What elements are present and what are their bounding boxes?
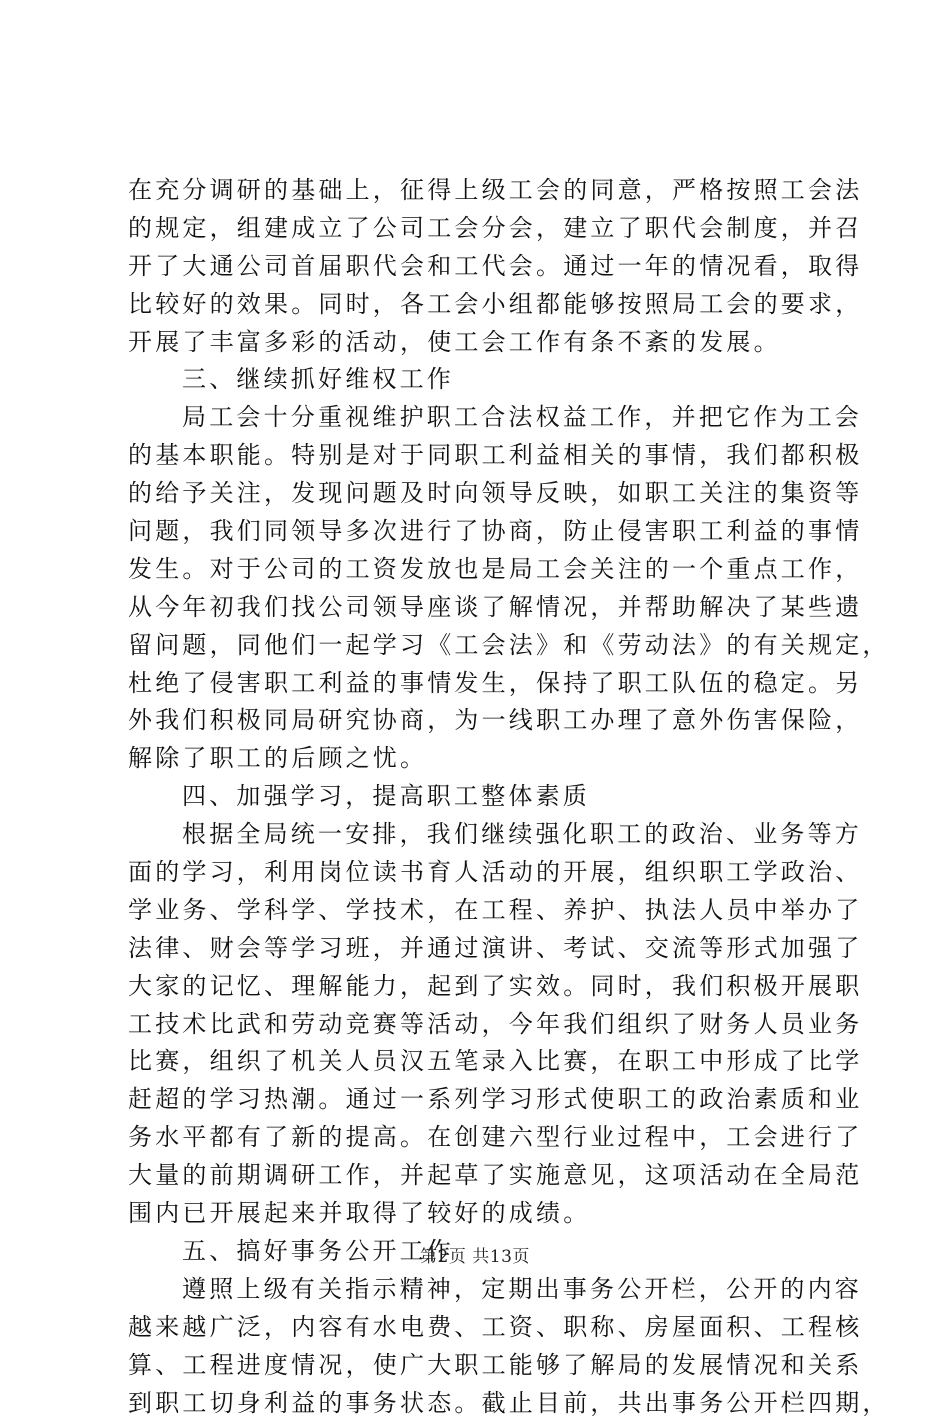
text-line: 务水平都有了新的提高。在创建六型行业过程中，工会进行了 — [128, 1119, 848, 1157]
section-heading: 五、搞好事务公开工作 — [128, 1233, 848, 1271]
text-line: 在充分调研的基础上，征得上级工会的同意，严格按照工会法 — [128, 172, 848, 210]
text-line: 发生。对于公司的工资发放也是局工会关注的一个重点工作， — [128, 551, 848, 589]
text-line: 局工会十分重视维护职工合法权益工作，并把它作为工会 — [128, 399, 848, 437]
text-line: 到职工切身利益的事务状态。截止目前，共出事务公开栏四期， — [128, 1385, 848, 1422]
document-body — [128, 172, 848, 1422]
text-line: 的给予关注，发现问题及时向领导反映，如职工关注的集资等 — [128, 475, 848, 513]
text-line: 从今年初我们找公司领导座谈了解情况，并帮助解决了某些遗 — [128, 589, 848, 627]
text-line: 留问题，同他们一起学习《工会法》和《劳动法》的有关规定， — [128, 627, 848, 665]
text-line: 比赛，组织了机关人员汉五笔录入比赛，在职工中形成了比学 — [128, 1043, 848, 1081]
text-line: 遵照上级有关指示精神，定期出事务公开栏，公开的内容 — [128, 1271, 848, 1309]
text-line: 杜绝了侵害职工利益的事情发生，保持了职工队伍的稳定。另 — [128, 665, 848, 703]
text-line: 比较好的效果。同时，各工会小组都能够按照局工会的要求， — [128, 286, 848, 324]
section-heading: 四、加强学习，提高职工整体素质 — [128, 778, 848, 816]
text-line: 法律、财会等学习班，并通过演讲、考试、交流等形式加强了 — [128, 930, 848, 968]
text-line: 开展了丰富多彩的活动，使工会工作有条不紊的发展。 — [128, 324, 848, 362]
text-line: 大量的前期调研工作，并起草了实施意见，这项活动在全局范 — [128, 1157, 848, 1195]
text-line: 解除了职工的后顾之忧。 — [128, 740, 848, 778]
section-heading: 三、继续抓好维权工作 — [128, 361, 848, 399]
text-line: 围内已开展起来并取得了较好的成绩。 — [128, 1195, 848, 1233]
text-line: 的基本职能。特别是对于同职工利益相关的事情，我们都积极 — [128, 437, 848, 475]
page-footer — [0, 1242, 950, 1267]
text-line: 大家的记忆、理解能力，起到了实效。同时，我们积极开展职 — [128, 968, 848, 1006]
text-line: 算、工程进度情况，使广大职工能够了解局的发展情况和关系 — [128, 1347, 848, 1385]
text-line: 越来越广泛，内容有水电费、工资、职称、房屋面积、工程核 — [128, 1309, 848, 1347]
page-indicator: 第2页 共13页 — [420, 1247, 530, 1267]
text-line: 问题，我们同领导多次进行了协商，防止侵害职工利益的事情 — [128, 513, 848, 551]
text-line: 根据全局统一安排，我们继续强化职工的政治、业务等方 — [128, 816, 848, 854]
text-line: 面的学习，利用岗位读书育人活动的开展，组织职工学政治、 — [128, 854, 848, 892]
text-line: 学业务、学科学、学技术，在工程、养护、执法人员中举办了 — [128, 892, 848, 930]
text-line: 的规定，组建成立了公司工会分会，建立了职代会制度，并召 — [128, 210, 848, 248]
text-line: 赶超的学习热潮。通过一系列学习形式使职工的政治素质和业 — [128, 1081, 848, 1119]
text-line: 开了大通公司首届职代会和工代会。通过一年的情况看，取得 — [128, 248, 848, 286]
text-line: 外我们积极同局研究协商，为一线职工办理了意外伤害保险， — [128, 702, 848, 740]
text-line: 工技术比武和劳动竞赛等活动，今年我们组织了财务人员业务 — [128, 1006, 848, 1044]
